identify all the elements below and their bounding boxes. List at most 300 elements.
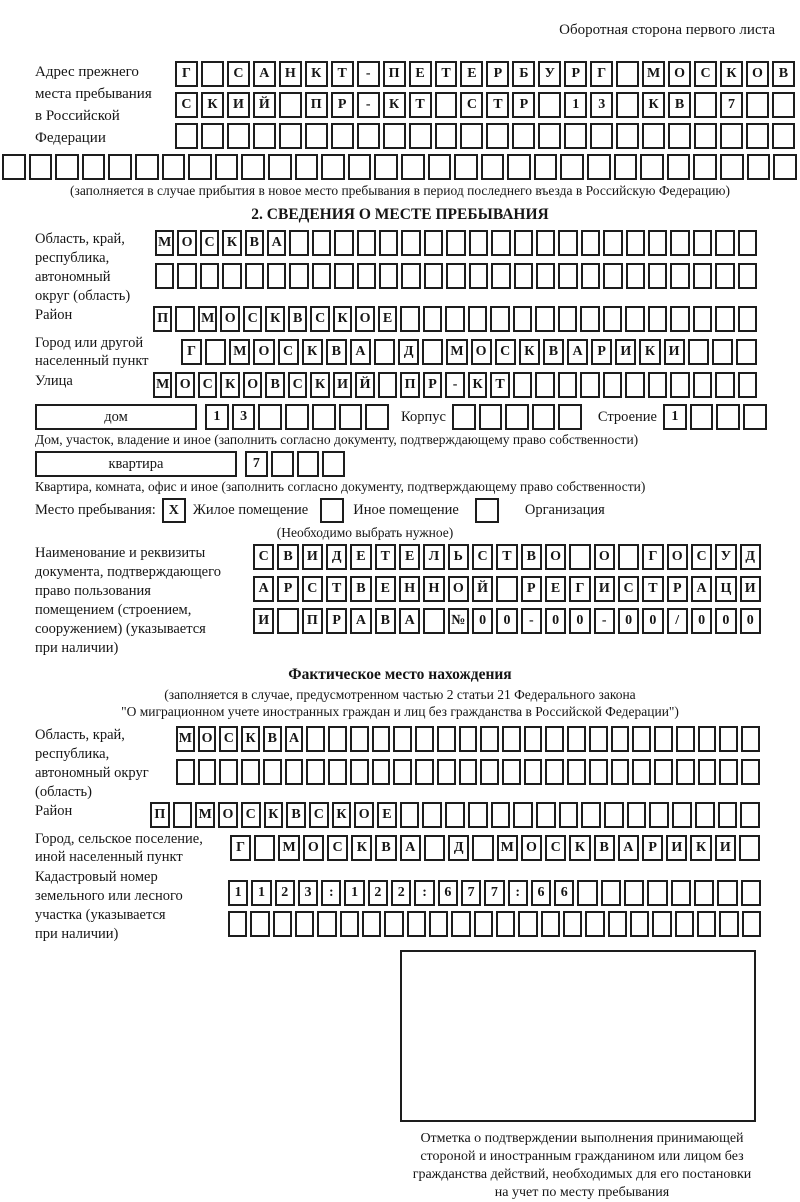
char-cell[interactable] bbox=[772, 92, 795, 118]
char-cell[interactable]: 1 bbox=[344, 880, 364, 906]
char-cell[interactable] bbox=[512, 123, 535, 149]
char-cell[interactable] bbox=[558, 372, 577, 398]
char-cell[interactable] bbox=[268, 154, 292, 180]
char-cell[interactable] bbox=[108, 154, 132, 180]
char-cell[interactable] bbox=[55, 154, 79, 180]
char-cell[interactable] bbox=[654, 759, 673, 785]
char-cell[interactable]: О bbox=[448, 576, 469, 602]
char-cell[interactable]: А bbox=[350, 339, 371, 365]
char-cell[interactable] bbox=[514, 230, 533, 256]
char-cell[interactable] bbox=[289, 230, 308, 256]
char-cell[interactable] bbox=[577, 880, 597, 906]
char-cell[interactable] bbox=[285, 404, 309, 430]
char-cell[interactable] bbox=[693, 263, 712, 289]
char-cell[interactable] bbox=[627, 802, 647, 828]
char-cell[interactable]: В bbox=[263, 726, 282, 752]
char-cell[interactable] bbox=[772, 123, 795, 149]
char-cell[interactable] bbox=[253, 123, 276, 149]
char-cell[interactable]: К bbox=[639, 339, 660, 365]
char-cell[interactable]: В bbox=[668, 92, 691, 118]
char-cell[interactable] bbox=[445, 306, 464, 332]
char-cell[interactable] bbox=[348, 154, 372, 180]
char-cell[interactable] bbox=[393, 726, 412, 752]
char-cell[interactable]: К bbox=[720, 61, 743, 87]
char-cell[interactable] bbox=[648, 263, 667, 289]
char-cell[interactable]: И bbox=[333, 372, 352, 398]
char-cell[interactable] bbox=[279, 123, 302, 149]
house-type-box[interactable]: дом bbox=[35, 404, 197, 430]
char-cell[interactable] bbox=[297, 451, 320, 477]
char-cell[interactable] bbox=[649, 802, 669, 828]
char-cell[interactable] bbox=[446, 230, 465, 256]
char-cell[interactable]: Е bbox=[409, 61, 432, 87]
char-cell[interactable] bbox=[670, 306, 689, 332]
char-cell[interactable]: В bbox=[375, 608, 396, 634]
char-cell[interactable]: 7 bbox=[720, 92, 743, 118]
char-cell[interactable]: - bbox=[445, 372, 464, 398]
char-cell[interactable]: П bbox=[302, 608, 323, 634]
char-cell[interactable] bbox=[428, 154, 452, 180]
char-cell[interactable]: 2 bbox=[391, 880, 411, 906]
char-cell[interactable]: А bbox=[253, 61, 276, 87]
char-cell[interactable]: С bbox=[545, 835, 566, 861]
char-cell[interactable]: Н bbox=[399, 576, 420, 602]
char-cell[interactable]: М bbox=[153, 372, 172, 398]
char-cell[interactable] bbox=[524, 759, 543, 785]
char-cell[interactable]: С bbox=[691, 544, 712, 570]
char-cell[interactable]: А bbox=[350, 608, 371, 634]
char-cell[interactable] bbox=[437, 726, 456, 752]
char-cell[interactable]: 2 bbox=[275, 880, 295, 906]
char-cell[interactable]: И bbox=[227, 92, 250, 118]
char-cell[interactable] bbox=[451, 911, 470, 937]
char-cell[interactable] bbox=[648, 306, 667, 332]
char-cell[interactable] bbox=[719, 759, 738, 785]
char-cell[interactable] bbox=[695, 802, 715, 828]
char-cell[interactable]: 1 bbox=[251, 880, 271, 906]
char-cell[interactable]: 6 bbox=[438, 880, 458, 906]
char-cell[interactable] bbox=[534, 154, 558, 180]
char-cell[interactable] bbox=[618, 544, 639, 570]
char-cell[interactable]: - bbox=[521, 608, 542, 634]
char-cell[interactable]: К bbox=[220, 372, 239, 398]
char-cell[interactable] bbox=[603, 306, 622, 332]
char-cell[interactable] bbox=[580, 372, 599, 398]
char-cell[interactable] bbox=[559, 802, 579, 828]
char-cell[interactable]: 6 bbox=[554, 880, 574, 906]
char-cell[interactable] bbox=[423, 608, 444, 634]
char-cell[interactable] bbox=[581, 230, 600, 256]
char-cell[interactable] bbox=[175, 306, 194, 332]
char-cell[interactable] bbox=[514, 263, 533, 289]
char-cell[interactable] bbox=[611, 726, 630, 752]
char-cell[interactable]: С bbox=[472, 544, 493, 570]
char-cell[interactable] bbox=[738, 372, 757, 398]
char-cell[interactable] bbox=[469, 263, 488, 289]
char-cell[interactable] bbox=[490, 306, 509, 332]
char-cell[interactable] bbox=[362, 911, 381, 937]
char-cell[interactable]: О bbox=[177, 230, 196, 256]
char-cell[interactable] bbox=[460, 123, 483, 149]
char-cell[interactable]: 0 bbox=[715, 608, 736, 634]
char-cell[interactable] bbox=[587, 154, 611, 180]
char-cell[interactable] bbox=[271, 451, 294, 477]
char-cell[interactable]: С bbox=[460, 92, 483, 118]
char-cell[interactable]: Т bbox=[409, 92, 432, 118]
char-cell[interactable]: Г bbox=[569, 576, 590, 602]
char-cell[interactable]: 0 bbox=[545, 608, 566, 634]
char-cell[interactable] bbox=[536, 802, 556, 828]
char-cell[interactable] bbox=[581, 802, 601, 828]
char-cell[interactable] bbox=[670, 263, 689, 289]
char-cell[interactable]: С bbox=[618, 576, 639, 602]
char-cell[interactable] bbox=[285, 759, 304, 785]
char-cell[interactable] bbox=[608, 911, 627, 937]
char-cell[interactable] bbox=[250, 911, 269, 937]
char-cell[interactable]: С bbox=[175, 92, 198, 118]
char-cell[interactable]: О bbox=[594, 544, 615, 570]
char-cell[interactable] bbox=[263, 759, 282, 785]
char-cell[interactable]: Е bbox=[377, 802, 397, 828]
char-cell[interactable] bbox=[668, 123, 691, 149]
char-cell[interactable] bbox=[536, 263, 555, 289]
char-cell[interactable]: 3 bbox=[232, 404, 256, 430]
char-cell[interactable] bbox=[201, 61, 224, 87]
char-cell[interactable] bbox=[589, 759, 608, 785]
char-cell[interactable] bbox=[524, 726, 543, 752]
char-cell[interactable] bbox=[630, 911, 649, 937]
char-cell[interactable] bbox=[215, 154, 239, 180]
char-cell[interactable] bbox=[258, 404, 282, 430]
char-cell[interactable] bbox=[173, 802, 193, 828]
char-cell[interactable] bbox=[334, 230, 353, 256]
char-cell[interactable]: Д bbox=[740, 544, 761, 570]
char-cell[interactable]: Р bbox=[326, 608, 347, 634]
char-cell[interactable]: Р bbox=[277, 576, 298, 602]
char-cell[interactable] bbox=[585, 911, 604, 937]
char-cell[interactable]: / bbox=[667, 608, 688, 634]
char-cell[interactable] bbox=[480, 726, 499, 752]
char-cell[interactable]: О bbox=[667, 544, 688, 570]
char-cell[interactable]: Е bbox=[460, 61, 483, 87]
char-cell[interactable]: С bbox=[327, 835, 348, 861]
char-cell[interactable]: Г bbox=[590, 61, 613, 87]
char-cell[interactable]: С bbox=[243, 306, 262, 332]
char-cell[interactable] bbox=[558, 230, 577, 256]
char-cell[interactable]: И bbox=[302, 544, 323, 570]
char-cell[interactable] bbox=[715, 372, 734, 398]
char-cell[interactable] bbox=[694, 880, 714, 906]
char-cell[interactable] bbox=[616, 92, 639, 118]
char-cell[interactable]: Б bbox=[512, 61, 535, 87]
char-cell[interactable] bbox=[222, 263, 241, 289]
char-cell[interactable]: С bbox=[288, 372, 307, 398]
char-cell[interactable]: - bbox=[594, 608, 615, 634]
char-cell[interactable] bbox=[331, 123, 354, 149]
char-cell[interactable]: О bbox=[545, 544, 566, 570]
char-cell[interactable] bbox=[545, 759, 564, 785]
char-cell[interactable] bbox=[374, 154, 398, 180]
char-cell[interactable] bbox=[491, 263, 510, 289]
char-cell[interactable] bbox=[672, 802, 692, 828]
char-cell[interactable] bbox=[535, 372, 554, 398]
char-cell[interactable] bbox=[741, 759, 760, 785]
char-cell[interactable] bbox=[626, 230, 645, 256]
char-cell[interactable]: Й bbox=[472, 576, 493, 602]
char-cell[interactable]: В bbox=[245, 230, 264, 256]
char-cell[interactable]: А bbox=[400, 835, 421, 861]
char-cell[interactable]: М bbox=[195, 802, 215, 828]
char-cell[interactable] bbox=[241, 154, 265, 180]
char-cell[interactable] bbox=[277, 608, 298, 634]
char-cell[interactable]: С bbox=[495, 339, 516, 365]
char-cell[interactable]: О bbox=[175, 372, 194, 398]
char-cell[interactable]: Е bbox=[350, 544, 371, 570]
char-cell[interactable]: В bbox=[277, 544, 298, 570]
char-cell[interactable]: М bbox=[278, 835, 299, 861]
char-cell[interactable] bbox=[743, 404, 767, 430]
char-cell[interactable] bbox=[468, 306, 487, 332]
char-cell[interactable] bbox=[365, 404, 389, 430]
char-cell[interactable] bbox=[205, 339, 226, 365]
char-cell[interactable] bbox=[474, 911, 493, 937]
char-cell[interactable] bbox=[305, 123, 328, 149]
char-cell[interactable]: К bbox=[310, 372, 329, 398]
char-cell[interactable] bbox=[715, 306, 734, 332]
char-cell[interactable]: : bbox=[508, 880, 528, 906]
char-cell[interactable] bbox=[693, 372, 712, 398]
char-cell[interactable]: О bbox=[303, 835, 324, 861]
char-cell[interactable] bbox=[538, 92, 561, 118]
char-cell[interactable]: Т bbox=[331, 61, 354, 87]
char-cell[interactable] bbox=[357, 263, 376, 289]
char-cell[interactable] bbox=[452, 404, 476, 430]
char-cell[interactable] bbox=[401, 263, 420, 289]
char-cell[interactable] bbox=[198, 759, 217, 785]
char-cell[interactable] bbox=[694, 92, 717, 118]
char-cell[interactable]: В bbox=[772, 61, 795, 87]
char-cell[interactable] bbox=[513, 372, 532, 398]
char-cell[interactable] bbox=[445, 802, 465, 828]
char-cell[interactable]: Д bbox=[448, 835, 469, 861]
checkbox-other-premises[interactable] bbox=[320, 498, 344, 523]
char-cell[interactable] bbox=[379, 230, 398, 256]
char-cell[interactable] bbox=[135, 154, 159, 180]
char-cell[interactable] bbox=[536, 230, 555, 256]
char-cell[interactable] bbox=[409, 123, 432, 149]
char-cell[interactable]: У bbox=[538, 61, 561, 87]
char-cell[interactable]: Р bbox=[564, 61, 587, 87]
char-cell[interactable] bbox=[601, 880, 621, 906]
char-cell[interactable] bbox=[437, 759, 456, 785]
char-cell[interactable] bbox=[676, 726, 695, 752]
char-cell[interactable] bbox=[740, 802, 760, 828]
char-cell[interactable] bbox=[747, 154, 771, 180]
char-cell[interactable]: А bbox=[253, 576, 274, 602]
char-cell[interactable]: С bbox=[694, 61, 717, 87]
char-cell[interactable] bbox=[400, 306, 419, 332]
char-cell[interactable]: К bbox=[241, 726, 260, 752]
char-cell[interactable]: 3 bbox=[298, 880, 318, 906]
char-cell[interactable] bbox=[693, 306, 712, 332]
char-cell[interactable] bbox=[581, 263, 600, 289]
char-cell[interactable]: В bbox=[288, 306, 307, 332]
char-cell[interactable] bbox=[746, 123, 769, 149]
char-cell[interactable]: - bbox=[357, 92, 380, 118]
char-cell[interactable]: № bbox=[448, 608, 469, 634]
char-cell[interactable] bbox=[459, 726, 478, 752]
char-cell[interactable]: К bbox=[265, 306, 284, 332]
char-cell[interactable] bbox=[334, 263, 353, 289]
char-cell[interactable] bbox=[719, 911, 738, 937]
char-cell[interactable] bbox=[188, 154, 212, 180]
char-cell[interactable]: С bbox=[309, 802, 329, 828]
char-cell[interactable] bbox=[415, 759, 434, 785]
char-cell[interactable]: : bbox=[321, 880, 341, 906]
char-cell[interactable]: Е bbox=[545, 576, 566, 602]
char-cell[interactable]: С bbox=[241, 802, 261, 828]
char-cell[interactable]: П bbox=[383, 61, 406, 87]
char-cell[interactable]: А bbox=[618, 835, 639, 861]
char-cell[interactable] bbox=[715, 263, 734, 289]
char-cell[interactable]: Р bbox=[667, 576, 688, 602]
char-cell[interactable]: С bbox=[278, 339, 299, 365]
char-cell[interactable] bbox=[632, 759, 651, 785]
char-cell[interactable] bbox=[604, 802, 624, 828]
char-cell[interactable] bbox=[82, 154, 106, 180]
char-cell[interactable] bbox=[306, 726, 325, 752]
char-cell[interactable]: О bbox=[354, 802, 374, 828]
char-cell[interactable]: - bbox=[357, 61, 380, 87]
char-cell[interactable]: М bbox=[155, 230, 174, 256]
char-cell[interactable]: 7 bbox=[245, 451, 268, 477]
char-cell[interactable] bbox=[567, 726, 586, 752]
char-cell[interactable] bbox=[642, 123, 665, 149]
char-cell[interactable]: Д bbox=[398, 339, 419, 365]
char-cell[interactable]: М bbox=[198, 306, 217, 332]
char-cell[interactable]: И bbox=[664, 339, 685, 365]
char-cell[interactable]: Р bbox=[331, 92, 354, 118]
char-cell[interactable] bbox=[372, 759, 391, 785]
char-cell[interactable] bbox=[558, 306, 577, 332]
char-cell[interactable] bbox=[741, 880, 761, 906]
char-cell[interactable] bbox=[736, 339, 757, 365]
char-cell[interactable]: П bbox=[153, 306, 172, 332]
char-cell[interactable]: 0 bbox=[569, 608, 590, 634]
char-cell[interactable]: С bbox=[253, 544, 274, 570]
char-cell[interactable] bbox=[698, 759, 717, 785]
char-cell[interactable]: О bbox=[243, 372, 262, 398]
char-cell[interactable] bbox=[603, 372, 622, 398]
char-cell[interactable]: 0 bbox=[472, 608, 493, 634]
char-cell[interactable]: Й bbox=[355, 372, 374, 398]
char-cell[interactable]: С bbox=[227, 61, 250, 87]
char-cell[interactable] bbox=[393, 759, 412, 785]
char-cell[interactable] bbox=[625, 306, 644, 332]
char-cell[interactable]: П bbox=[150, 802, 170, 828]
char-cell[interactable]: Е bbox=[375, 576, 396, 602]
char-cell[interactable] bbox=[328, 759, 347, 785]
char-cell[interactable] bbox=[321, 154, 345, 180]
char-cell[interactable]: К bbox=[333, 306, 352, 332]
char-cell[interactable]: Г bbox=[181, 339, 202, 365]
char-cell[interactable]: П bbox=[305, 92, 328, 118]
char-cell[interactable]: С bbox=[310, 306, 329, 332]
char-cell[interactable]: К bbox=[302, 339, 323, 365]
char-cell[interactable] bbox=[648, 372, 667, 398]
char-cell[interactable]: К bbox=[642, 92, 665, 118]
char-cell[interactable]: 0 bbox=[642, 608, 663, 634]
char-cell[interactable]: Г bbox=[642, 544, 663, 570]
char-cell[interactable] bbox=[422, 802, 442, 828]
char-cell[interactable]: Т bbox=[642, 576, 663, 602]
char-cell[interactable] bbox=[312, 263, 331, 289]
char-cell[interactable] bbox=[435, 92, 458, 118]
char-cell[interactable]: В bbox=[326, 339, 347, 365]
char-cell[interactable]: Ц bbox=[715, 576, 736, 602]
char-cell[interactable]: С bbox=[302, 576, 323, 602]
char-cell[interactable]: Ь bbox=[448, 544, 469, 570]
char-cell[interactable] bbox=[295, 911, 314, 937]
char-cell[interactable]: К bbox=[690, 835, 711, 861]
char-cell[interactable] bbox=[384, 911, 403, 937]
char-cell[interactable]: 3 bbox=[590, 92, 613, 118]
char-cell[interactable]: Р bbox=[486, 61, 509, 87]
char-cell[interactable] bbox=[245, 263, 264, 289]
char-cell[interactable]: 0 bbox=[740, 608, 761, 634]
char-cell[interactable]: К bbox=[468, 372, 487, 398]
char-cell[interactable]: К bbox=[264, 802, 284, 828]
char-cell[interactable] bbox=[176, 759, 195, 785]
char-cell[interactable] bbox=[632, 726, 651, 752]
char-cell[interactable]: К bbox=[351, 835, 372, 861]
char-cell[interactable] bbox=[697, 911, 716, 937]
char-cell[interactable] bbox=[155, 263, 174, 289]
char-cell[interactable] bbox=[374, 339, 395, 365]
char-cell[interactable] bbox=[295, 154, 319, 180]
char-cell[interactable]: О bbox=[471, 339, 492, 365]
char-cell[interactable]: В bbox=[350, 576, 371, 602]
char-cell[interactable]: О bbox=[746, 61, 769, 87]
char-cell[interactable]: М bbox=[176, 726, 195, 752]
char-cell[interactable] bbox=[647, 880, 667, 906]
checkbox-organization[interactable] bbox=[475, 498, 499, 523]
char-cell[interactable] bbox=[401, 154, 425, 180]
char-cell[interactable]: 0 bbox=[496, 608, 517, 634]
char-cell[interactable] bbox=[435, 123, 458, 149]
char-cell[interactable] bbox=[739, 835, 760, 861]
char-cell[interactable] bbox=[317, 911, 336, 937]
char-cell[interactable]: М bbox=[497, 835, 518, 861]
char-cell[interactable]: У bbox=[715, 544, 736, 570]
char-cell[interactable]: В bbox=[543, 339, 564, 365]
char-cell[interactable] bbox=[469, 230, 488, 256]
char-cell[interactable] bbox=[424, 263, 443, 289]
char-cell[interactable] bbox=[279, 92, 302, 118]
char-cell[interactable] bbox=[716, 404, 740, 430]
char-cell[interactable] bbox=[693, 230, 712, 256]
char-cell[interactable]: Н bbox=[423, 576, 444, 602]
char-cell[interactable]: О bbox=[355, 306, 374, 332]
char-cell[interactable] bbox=[741, 726, 760, 752]
char-cell[interactable]: О bbox=[521, 835, 542, 861]
char-cell[interactable] bbox=[545, 726, 564, 752]
char-cell[interactable] bbox=[328, 726, 347, 752]
char-cell[interactable] bbox=[558, 404, 582, 430]
char-cell[interactable] bbox=[481, 154, 505, 180]
char-cell[interactable]: 1 bbox=[205, 404, 229, 430]
char-cell[interactable] bbox=[383, 123, 406, 149]
